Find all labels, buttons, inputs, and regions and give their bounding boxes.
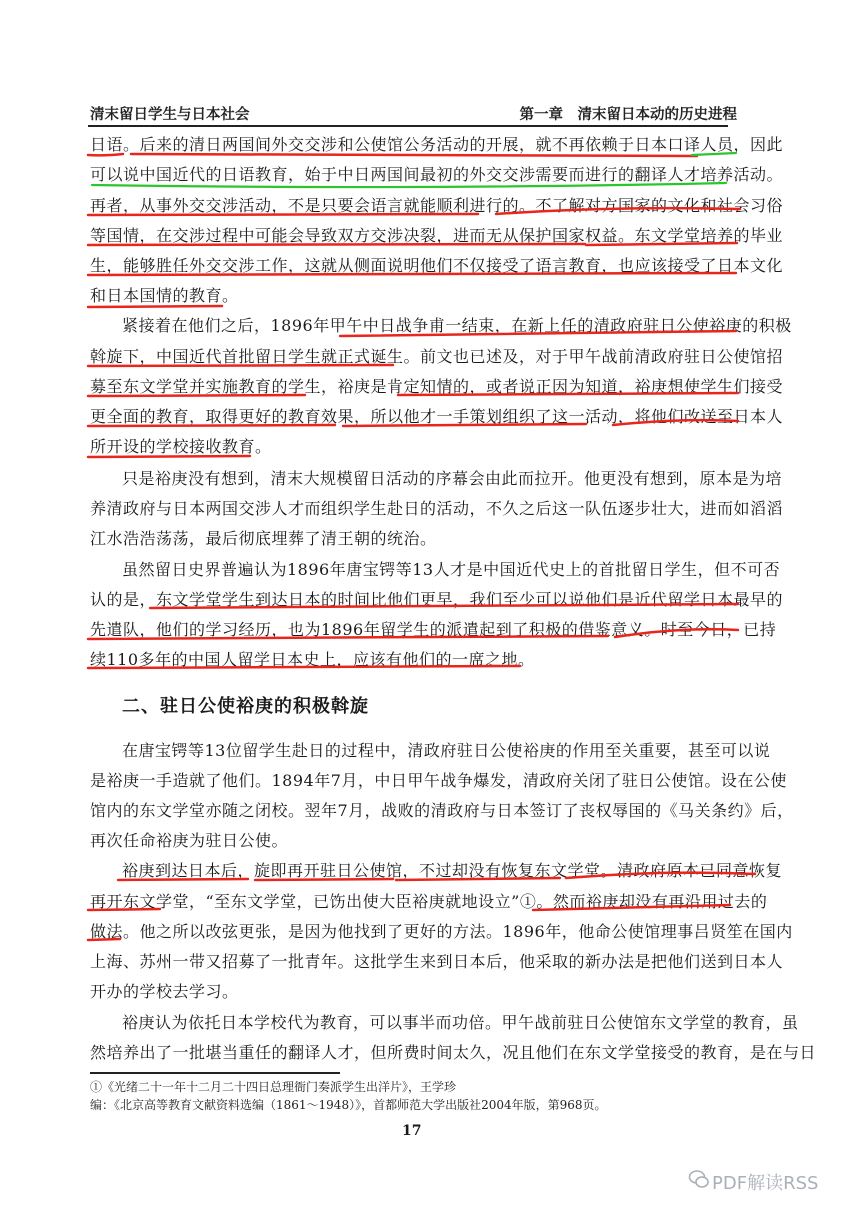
running-header-right: 第一章 清末留日本动的历史进程: [519, 106, 737, 123]
text-line: 再次任命裕庚为驻日公使。: [90, 831, 289, 850]
header-rule: [88, 125, 728, 127]
text-line: 虽然留日史界普遍认为1896年唐宝锷等13人才是中国近代史上的首批留日学生，但不可否: [122, 560, 781, 579]
section-title: 二、驻日公使裕庚的积极斡旋: [122, 696, 369, 717]
text-line: 所开设的学校接收教育。: [90, 437, 272, 456]
chat-bubble-icon: [688, 1168, 710, 1190]
footnote-rule: [90, 1072, 340, 1074]
footnote-line: 编：《北京高等教育文献资料选编（1861～1948）》，首都师范大学出版社2004年版，第968页。: [90, 1098, 607, 1112]
text-line: 募至东文学堂并实施教育的学生，裕庚是肯定知情的，或者说正因为知道，裕庚想使学生们接受: [90, 377, 784, 396]
text-line: 可以说中国近代的日语教育，始于中日两国间最初的外交交涉需要而进行的翻译人才培养活动。: [90, 165, 784, 184]
text-line: 江水浩浩荡荡，最后彻底埋葬了清王朝的统治。: [90, 529, 437, 548]
text-line: 更全面的教育，取得更好的教育效果，所以他才一手策划组织了这一活动，将他们改送至日本人: [90, 407, 784, 426]
text-line: 养清政府与日本两国交涉人才而组织学生赴日的活动，不久之后这一队伍逐步壮大，进而如滔滔: [90, 499, 784, 518]
text-line: 续110多年的中国人留学日本史上，应该有他们的一席之地。: [90, 650, 535, 669]
text-line: 只是裕庚没有想到，清末大规模留日活动的序幕会由此而拉开。他更没有想到，原本是为培: [122, 469, 783, 488]
text-line: 生，能够胜任外交交涉工作，这就从侧面说明他们不仅接受了语言教育，也应该接受了日本文化: [90, 256, 784, 275]
text-line: 然培养出了一批堪当重任的翻译人才，但所费时间太久，况且他们在东文学堂接受的教育，是在与日: [90, 1043, 817, 1062]
text-line: 在唐宝锷等13位留学生赴日的过程中，清政府驻日公使裕庚的作用至关重要，甚至可以说: [122, 741, 771, 760]
text-line: 裕庚到达日本后，旋即再开驻日公使馆，不过却没有恢复东文学堂。清政府原本已同意恢复: [122, 861, 783, 880]
running-header-left: 清末留日学生与日本社会: [90, 106, 250, 123]
text-line: 先遣队，他们的学习经历，也为1896年留学生的派遣起到了积极的借鉴意义。时至今日，已持: [90, 620, 777, 639]
watermark-label: PDF解读RSS: [712, 1173, 819, 1194]
text-line: 和日本国情的教育。: [90, 286, 239, 305]
text-line: 做法。他之所以改弦更张，是因为他找到了更好的方法。1896年，他命公使馆理事吕贤笙在国内: [90, 922, 793, 941]
text-line: 再开东文学堂，“至东文学堂，已饬出使大臣裕庚就地设立”①。然而裕庚却没有再沿用过去的: [90, 892, 768, 911]
text-line: 再者，从事外交交涉活动，不是只要会语言就能顺利进行的。不了解对方国家的文化和社会习俗: [90, 196, 784, 215]
text-line: 上海、苏州一带又招募了一批青年。这批学生来到日本后，他采取的新办法是把他们送到日本人: [90, 952, 784, 971]
text-line: 斡旋下，中国近代首批留日学生就正式诞生。前文也已述及，对于甲午战前清政府驻日公使馆招: [90, 347, 784, 366]
text-line: 日语。后来的清日两国间外交交涉和公使馆公务活动的开展，就不再依赖于日本口译人员，因此: [90, 135, 784, 154]
text-line: 等国情，在交涉过程中可能会导致双方交涉决裂，进而无从保护国家权益。东文学堂培养的毕业: [90, 226, 784, 245]
text-line: 紧接着在他们之后，1896年甲午中日战争甫一结束，在新上任的清政府驻日公使裕庚的积极: [122, 316, 792, 335]
footnote-line: ①《光绪二十一年十二月二十四日总理衙门奏派学生出洋片》，王学珍: [90, 1080, 457, 1094]
text-line: 认的是，东文学堂学生到达日本的时间比他们更早，我们至少可以说他们是近代留学日本最早的: [90, 590, 784, 609]
text-line: 开办的学校去学习。: [90, 982, 239, 1001]
text-line: 馆内的东文学堂亦随之闭校。翌年7月，战败的清政府与日本签订了丧权辱国的《马关条约》后，: [90, 801, 794, 820]
page-number: 17: [402, 1123, 422, 1139]
text-line: 裕庚认为依托日本学校代为教育，可以事半而功倍。甲午战前驻日公使馆东文学堂的教育，虽: [122, 1013, 799, 1032]
text-line: 是裕庚一手造就了他们。1894年7月，中日甲午战争爆发，清政府关闭了驻日公使馆。设在公使: [90, 771, 787, 790]
